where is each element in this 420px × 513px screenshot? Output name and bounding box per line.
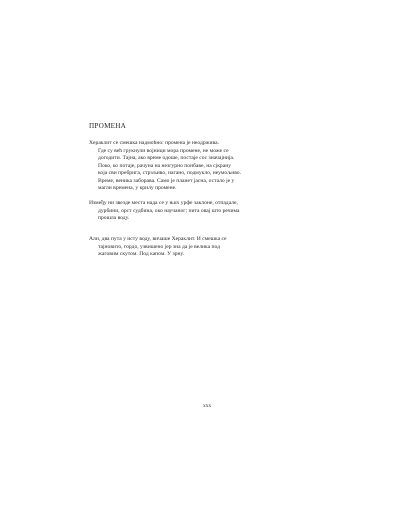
stanza-1 <box>89 140 241 193</box>
poem-line: Поко, ко потаје, рачуна на незгурно понбаве, на сјкрану <box>98 162 231 169</box>
poem-line: која сви пребрига, стрзљиво, нагано, подмукло, неумољиво. <box>98 170 242 176</box>
poem-line: тајновито, гордо, узвишено јер зна да је велика под <box>98 243 221 250</box>
poem-line: прошла воду. <box>98 215 130 221</box>
poem-line: магли времена, у крилу промене. <box>98 185 177 191</box>
poem-line: Између ни звезде места нада се у њих урфе заклоне, отпадале, <box>89 200 238 206</box>
poem-title: ПРОМЕНА <box>89 122 127 130</box>
stanza-3 <box>89 236 227 259</box>
page-number: ххх <box>203 403 212 409</box>
poem-line: Где су већ грукнули војници мора промене, не може се <box>98 147 229 154</box>
poem-line: Време, веника заборава. Само је планет јасна, остало је у <box>98 177 235 184</box>
poem-line: жаговим скутом. Под капом. У зрну. <box>98 251 185 257</box>
poem-line: Хераклит се смешка надмоћно: промена је неодржива. <box>89 140 219 146</box>
poem-line: Али, два пута у исту воду, вичаше Хераклит. И смешка се <box>89 236 227 242</box>
poem-line: дурбини, орст судбина, око научаног; пита овај што речима <box>98 207 240 214</box>
poem-line: догодити. Тајна, ако време одоше, постаје сос значајнија. <box>98 155 235 161</box>
stanza-2 <box>89 200 240 223</box>
